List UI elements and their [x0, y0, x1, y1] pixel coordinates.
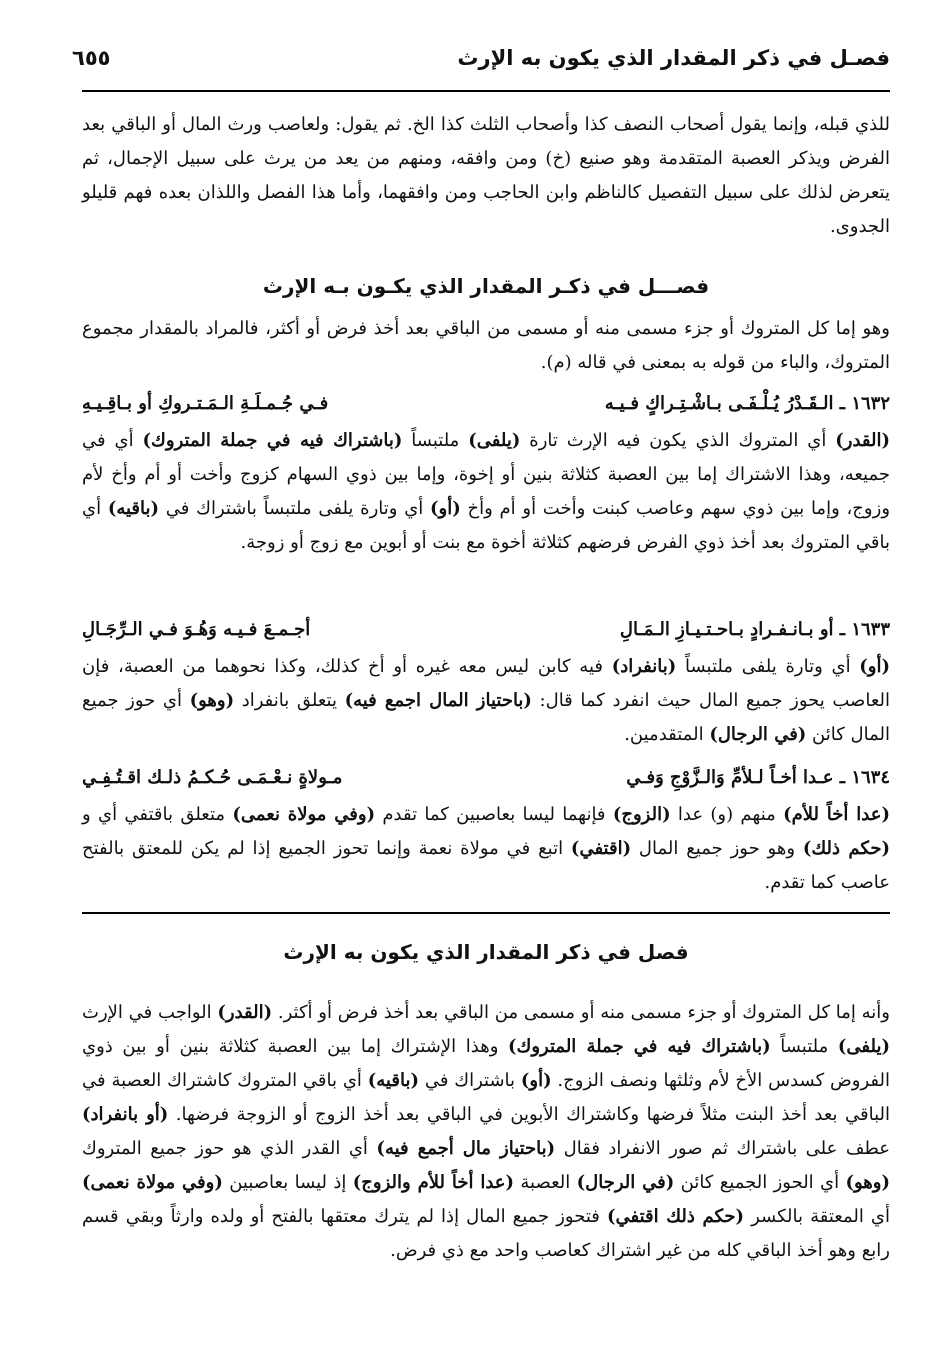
section-intro-block — [82, 312, 890, 380]
commentary-bold-term: (باشتراك فيه في جملة المتروك) — [142, 430, 403, 451]
commentary-bold-term: (القدر) — [835, 430, 890, 451]
commentary-bold-term: (بانفراد) — [611, 656, 677, 677]
commentary-1632 — [82, 424, 890, 560]
section-divider-rule — [82, 912, 890, 914]
intro-block — [82, 108, 890, 244]
commentary-bold-term: (في الرجال) — [709, 724, 807, 745]
commentary-bold-term: (باحتياز المال اجمع فيه) — [344, 690, 532, 711]
section-heading: فصـــل في ذكـر المقدار الذي يكـون بـه الإرث — [262, 274, 710, 298]
commentary-bold-term: (عدا أخاً للأم) — [783, 804, 890, 825]
commentary-1634 — [82, 798, 890, 900]
commentary-bold-term: (الزوج) — [612, 804, 671, 825]
commentary-bold-term: (يلفى) — [468, 430, 521, 451]
commentary-bold-term: (القدر) — [217, 1002, 273, 1023]
section-intro-paragraph: وهو إما كل المتروك أو جزء مسمى منه أو مسمى من الباقي بعد أخذ فرض أو أكثر، فالمراد بالمقدار مجموع المتروك، والباء من قوله به بمعنى في قاله (م). — [82, 318, 890, 373]
footnote-section-block — [82, 996, 890, 1268]
commentary-bold-term: (وفي مولاة نعمى) — [82, 1172, 223, 1193]
commentary-bold-term: (باقيه) — [367, 1070, 419, 1091]
commentary-1634-paragraph: (عدا أخاً للأم) منهم (و) عدا (الزوج) فإنهما ليسا بعاصبين كما تقدم (وفي مولاة نعمى) متعلق باقتفي أي و (حكم ذلك) وهو حوز جميع المال (اقتفي) اتبع في مولاة نعمة وإنما تحوز الجميع إذا لم يكن للمعتق بالفتح عاصب كما تقدم. — [82, 804, 890, 893]
commentary-bold-term: (حكم ذلك اقتفي) — [606, 1206, 745, 1227]
commentary-bold-term: (وفي مولاة نعمى) — [232, 804, 376, 825]
commentary-1632-paragraph: (القدر) أي المتروك الذي يكون فيه الإرث تارة (يلفى) ملتبساً (باشتراك فيه في جملة المتروك) أي في جميعه، وهذا الاشتراك إما بين العصبة كثلاثة بنين أو إخوة، وإما بين ذوي السهام كزوج وأخت أو أم وأخ لأم وزوج، وإما بين ذوي سهم وعاصب كبنت وأخت أو أم وأخ (أو) أي وتارة يلفى ملتبساً باشتراك في (باقيه) أي باقي المتروك بعد أخذ ذوي الفرض فرضهم كثلاثة أخوة مع بنت أو أبوين مع زوج أو زوجة. — [82, 430, 891, 553]
commentary-bold-term: (باقيه) — [107, 498, 160, 519]
commentary-bold-term: (أو) — [430, 498, 461, 519]
commentary-bold-term: (عدا أخاً للأم والزوج) — [352, 1172, 515, 1193]
commentary-bold-term: (في الرجال) — [576, 1172, 675, 1193]
verse-1633-hemistich-2: أجـمـعَ فـيـه وَهُـوَ فـي الـرِّجَـالِ — [82, 619, 311, 640]
verse-1632-hemistich-1: ١٦٣٢ ـ الـقَـدْرُ يُـلْـفَـى بـاشْـتِـراكٍ فـيـه — [604, 393, 890, 414]
commentary-bold-term: (أو بانفراد) — [82, 1104, 169, 1125]
commentary-bold-term: (أو) — [520, 1070, 552, 1091]
commentary-bold-term: (باشتراك فيه في جملة المتروك) — [508, 1036, 771, 1057]
footnote-section-heading: فصل في ذكر المقدار الذي يكون به الإرث — [283, 940, 689, 964]
page-number: ٦٥٥ — [72, 46, 111, 70]
commentary-bold-term: (وهو) — [845, 1172, 890, 1193]
verse-1632-hemistich-2: فـي جُـمـلَـةِ الـمَـتـروكِ أو بـاقِـيـهِ — [82, 393, 329, 414]
commentary-bold-term: (وهو) — [189, 690, 235, 711]
verse-1634-hemistich-1: ١٦٣٤ ـ عـدا أخـاً لـلأمِّ وَالـزَّوْجِ وَفـي — [626, 767, 890, 788]
footnote-section-paragraph: وأنه إما كل المتروك أو جزء مسمى منه أو مسمى من الباقي بعد أخذ فرض أو أكثر. (القدر) الواجب في الإرث (يلفى) ملتبساً (باشتراك فيه في جملة المتروك) وهذا الإشتراك إما بين العصبة كثلاثة بنين أو بين ذوي الفروض كسدس الأخ لأم وثلثها ونصف الزوج. (أو) باشتراك في (باقيه) أي باقي المتروك كاشتراك العصبة في الباقي بعد أخذ البنت مثلاً فرضها وكاشتراك الأبوين في الباقي بعد أخذ الزوج أو الزوجة فرضها. (أو بانفراد) عطف على باشتراك ثم صور الانفراد فقال (باحتياز مال أجمع فيه) أي القدر الذي هو حوز جميع المتروك (وهو) أي الحوز الجميع كائن (في الرجال) العصبة (عدا أخاً للأم والزوج) إذ ليسا بعاصبين (وفي مولاة نعمى) أي المعتقة بالكسر (حكم ذلك اقتفي) فتحوز جميع المال إذا لم يترك معتقها بالفتح أو ولده وارثاً وبقي قسم رابع وهو أخذ الباقي كله من غير اشتراك كعاصب واحد مع ذي فرض. — [82, 1002, 890, 1261]
commentary-1633-paragraph: (أو) أي وتارة يلفى ملتبساً (بانفراد) فيه كابن ليس معه غيره أو أخ كذلك، وكذا نحوهما من العصبة، فإن العاصب يحوز جميع المال حيث انفرد كما قال: (باحتياز المال اجمع فيه) يتعلق بانفراد (وهو) أي حوز جميع المال كائن (في الرجال) المتقدمين. — [82, 656, 890, 745]
commentary-bold-term: (أو) — [859, 656, 890, 677]
commentary-bold-term: (باحتياز مال أجمع فيه) — [376, 1138, 556, 1159]
header-rule — [82, 90, 890, 92]
commentary-bold-term: (اقتفي) — [570, 838, 632, 859]
verse-1633 — [82, 614, 890, 646]
verse-1632 — [82, 388, 890, 420]
commentary-bold-term: (حكم ذلك) — [802, 838, 890, 859]
running-header-title: فصـل في ذكر المقدار الذي يكون به الإرث — [457, 46, 890, 70]
intro-paragraph: للذي قبله، وإنما يقول أصحاب النصف كذا وأصحاب الثلث كذا الخ. ثم يقول: ولعاصب ورث المال أو الباقي بعد الفرض ويذكر العصبة المتقدمة وهو صنيع (خ) ومن وافقه، ومنهم من يعد من يرث على سبيل الإجمال، ثم يتعرض لذلك على سبيل التفصيل كالناظم وابن الحاجب ومن وافقهما، وأما هذا الفصل واللذان بعده فهم قليلو الجدوى. — [82, 114, 890, 237]
verse-1634 — [82, 762, 890, 794]
verse-1633-hemistich-1: ١٦٣٣ ـ أو بـانـفـرادٍ بـاحـتـيـازِ الـمَـالِ — [619, 619, 890, 640]
verse-1634-hemistich-2: مـولاةٍ نـعْـمَـى حُـكـمُ ذلـك اقـتُـفِـي — [82, 767, 343, 788]
commentary-1633 — [82, 650, 890, 752]
commentary-bold-term: (يلفى) — [837, 1036, 890, 1057]
